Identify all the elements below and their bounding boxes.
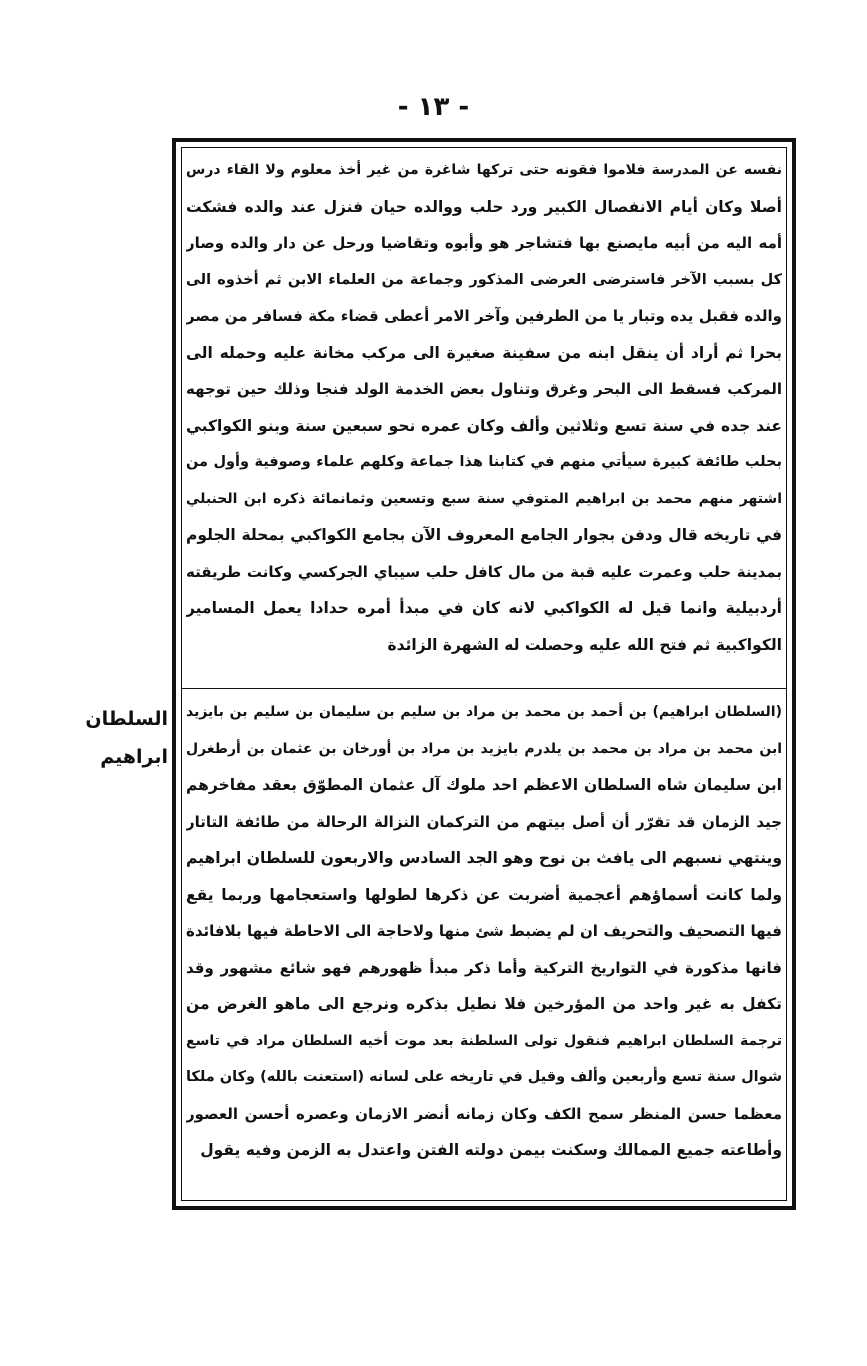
text-line: الكواكبية ثم فتح الله عليه وحصلت له الشهرة الزائدة: [387, 635, 782, 654]
text-line: ابن محمد بن مراد بن محمد بن يلدرم بايزيد بن مراد بن أورخان بن عثمان بن أرطغرل: [186, 740, 782, 757]
text-line: معظما حسن المنظر سمح الكف وكان زمانه أنضر الازمان وعصره أحسن العصور: [186, 1104, 782, 1123]
text-line: ولما كانت أسماؤهم أعجمية أضربت عن ذكرها لطولها واستعجامها وربما يقع: [186, 885, 782, 904]
text-line: المركب فسقط الى البحر وغرق وتناول بعض الخدمة الولد فنجا وذلك حين توجهه: [186, 380, 782, 398]
page-frame: [172, 138, 796, 1210]
margin-title-line: ابراهيم: [100, 746, 168, 768]
text-line: أمه اليه من أبيه مايصنع بها فتشاجر هو وأبوه وتقاضيا ورحل عن دار والده وصار: [186, 234, 782, 252]
margin-title: [84, 700, 168, 776]
text-line: تكفل به غير واحد من المؤرخين فلا نطيل بذكره ونرجع الى ماهو الغرض من: [186, 995, 782, 1013]
section-divider: [182, 688, 786, 689]
text-line: كل بسبب الآخر فاسترضى العرضى المذكور وجماعة من العلماء الابن ثم أخذوه الى: [186, 271, 782, 288]
text-line: (السلطان ابراهيم) بن أحمد بن محمد بن مراد بن سليم بن سليمان بن سليم بن بايزيد: [186, 704, 782, 720]
page-number: - ١٣ -: [397, 92, 470, 122]
text-line: أصلا وكان أيام الانفصال الكبير ورد حلب ووالده حيان فنزل عند والده فشكت: [186, 197, 782, 216]
text-line: عند جده في سنة تسع وثلاثين وألف وكان عمره نحو سبعين سنة وبنو الكواكبي: [186, 416, 782, 435]
text-line: بحلب طائفة كبيرة سيأتي منهم في كتابنا هذا جماعة وكلهم علماء وصوفية وأول من: [186, 454, 782, 470]
text-line: أردبيلية وانما قيل له الكواكبي لانه كان في مبدأ أمره حدادا يعمل المسامير: [186, 599, 782, 617]
text-line: جيد الزمان قد تقرّر أن أصل بيتهم من التركمان النزالة الرحالة من طائفة التاتار: [186, 812, 782, 831]
text-line: بمدينة حلب وعمرت عليه قبة من مال كافل حلب سيباي الجركسي وكانت طريقته: [186, 562, 782, 581]
text-line: والده فقبل يده وتبار يا من الطرفين وآخر الامر أعطى قضاء مكة فسافر من مصر: [186, 307, 782, 325]
paragraph-bottom: [186, 694, 782, 1169]
text-line: ابن سليمان شاه السلطان الاعظم احد ملوك آل عثمان المطوّق بعقد مفاخرهم: [186, 776, 782, 794]
text-line: اشتهر منهم محمد بن ابراهيم المتوفي سنة سبع وتسعين وثمانمائة ذكره ابن الحنبلي: [186, 490, 782, 507]
text-line: في تاريخه قال ودفن بجوار الجامع المعروف الآن بجامع الكواكبي بمحلة الجلوم: [186, 526, 782, 544]
text-line: وينتهي نسبهم الى يافث بن نوح وهو الجد السادس والاربعون للسلطان ابراهيم: [186, 849, 782, 867]
text-line: بحرا ثم أراد أن ينقل ابنه من سفينة صغيرة الى مركب مخانة عليه وحمله الى: [186, 343, 782, 362]
text-line: فانها مذكورة في التواريخ التركية وأما ذكر مبدأ ظهورهم فهو شائع مشهور وقد: [186, 958, 782, 977]
text-line: شوال سنة تسع وأربعين وألف وقيل في تاريخه على لسانه (استعنت بالله) وكان ملكا: [186, 1069, 782, 1085]
text-line: فيها التصحيف والتحريف ان لم يضبط شئ منها ولاحاجة الى الاحاطة فيها بلافائدة: [186, 922, 782, 940]
text-line: وأطاعته جميع الممالك وسكنت بيمن دولته الفتن واعتدل به الزمن وفيه يقول: [200, 1141, 782, 1159]
text-line: نفسه عن المدرسة فلاموا فقونه حتى تركها شاغرة من غير أخذ معلوم ولا القاء درس: [186, 162, 782, 178]
paragraph-top: [186, 152, 782, 663]
text-line: ترجمة السلطان ابراهيم فنقول تولى السلطنة بعد موت أخيه السلطان مراد في تاسع: [186, 1032, 782, 1049]
margin-title-line: السلطان: [85, 708, 168, 730]
